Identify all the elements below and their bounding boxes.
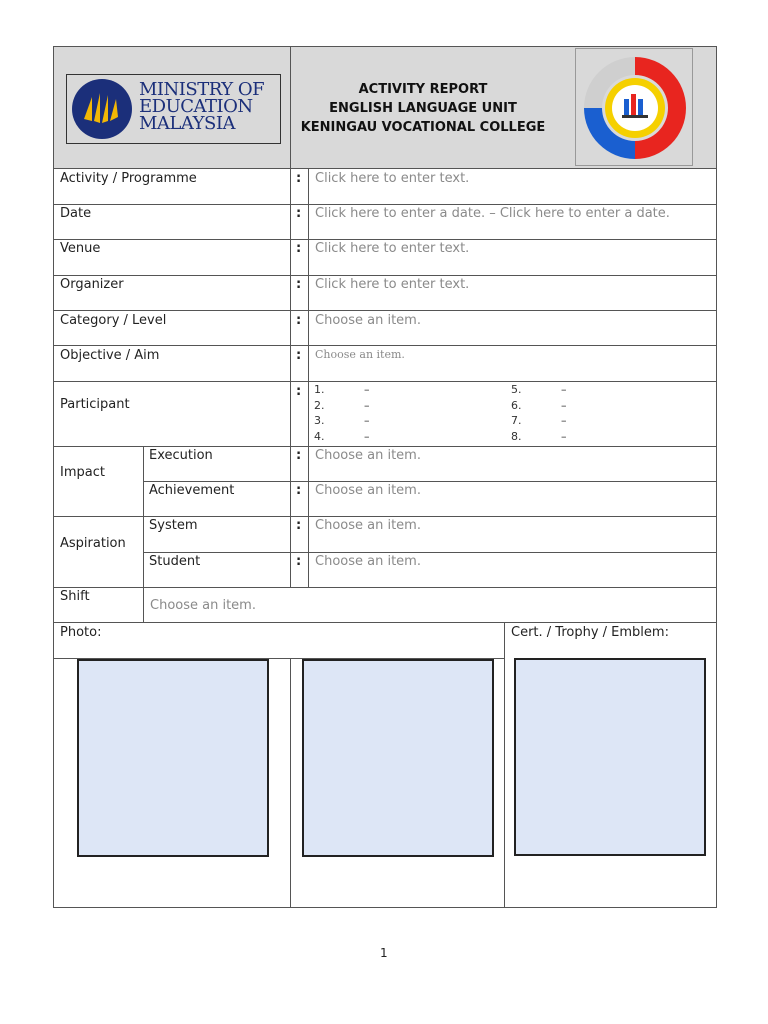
execution-colon: : xyxy=(296,448,302,463)
participant-list-left xyxy=(314,382,370,444)
student-select[interactable]: Choose an item. xyxy=(315,554,421,569)
system-select[interactable]: Choose an item. xyxy=(315,518,421,533)
participant-item[interactable]: 6. – xyxy=(511,398,567,412)
system-label: System xyxy=(149,518,198,533)
objective-colon: : xyxy=(296,348,302,363)
student-colon: : xyxy=(296,554,302,569)
organizer-colon: : xyxy=(296,277,302,292)
participant-item[interactable]: 2. – xyxy=(314,398,370,412)
venue-colon: : xyxy=(296,241,302,256)
cert-placeholder[interactable] xyxy=(514,658,706,856)
date-label: Date xyxy=(60,206,92,221)
aspiration-label: Aspiration xyxy=(60,536,126,551)
date-range-input[interactable]: Click here to enter a date. – Click here to enter a date. xyxy=(315,206,670,221)
participant-colon: : xyxy=(296,384,302,399)
category-label: Category / Level xyxy=(60,313,167,328)
participant-item[interactable]: 5. – xyxy=(511,383,567,396)
objective-label: Objective / Aim xyxy=(60,348,160,363)
participant-label: Participant xyxy=(60,397,130,412)
participant-item[interactable]: 3. – xyxy=(314,414,370,427)
ministry-logo-text: MINISTRY OF EDUCATION MALAYSIA xyxy=(139,79,265,134)
achievement-select[interactable]: Choose an item. xyxy=(315,483,421,498)
participant-item[interactable]: 4. – xyxy=(314,429,370,443)
title-line-1: ACTIVITY REPORT xyxy=(358,82,488,97)
photo-placeholder-1[interactable] xyxy=(77,659,269,857)
venue-input[interactable]: Click here to enter text. xyxy=(315,241,470,256)
participant-list-right xyxy=(511,382,567,444)
activity-input[interactable]: Click here to enter text. xyxy=(315,171,470,186)
date-colon: : xyxy=(296,206,302,221)
title-line-3: KENINGAU VOCATIONAL COLLEGE xyxy=(300,120,546,135)
activity-label: Activity / Programme xyxy=(60,171,197,186)
photo-label: Photo: xyxy=(60,625,102,640)
execution-label: Execution xyxy=(149,448,213,463)
achievement-label: Achievement xyxy=(149,483,235,498)
participant-item[interactable]: 1. – xyxy=(314,383,370,396)
impact-label: Impact xyxy=(60,465,105,480)
category-select[interactable]: Choose an item. xyxy=(315,313,421,328)
participant-item[interactable]: 8. – xyxy=(511,429,567,443)
title-line-2: ENGLISH LANGUAGE UNIT xyxy=(329,101,517,116)
participant-item[interactable]: 7. – xyxy=(511,414,567,427)
shift-label: Shift xyxy=(60,589,90,604)
activity-colon: : xyxy=(296,171,302,186)
organizer-label: Organizer xyxy=(60,277,124,292)
organizer-input[interactable]: Click here to enter text. xyxy=(315,277,470,292)
page-number: 1 xyxy=(380,946,388,960)
execution-select[interactable]: Choose an item. xyxy=(315,448,421,463)
objective-select[interactable]: Choose an item. xyxy=(315,348,405,361)
achievement-colon: : xyxy=(296,483,302,498)
system-colon: : xyxy=(296,518,302,533)
student-label: Student xyxy=(149,554,201,569)
shift-select[interactable]: Choose an item. xyxy=(150,598,256,613)
venue-label: Venue xyxy=(60,241,101,256)
cert-label: Cert. / Trophy / Emblem: xyxy=(511,625,669,640)
category-colon: : xyxy=(296,313,302,328)
photo-placeholder-2[interactable] xyxy=(302,659,494,857)
